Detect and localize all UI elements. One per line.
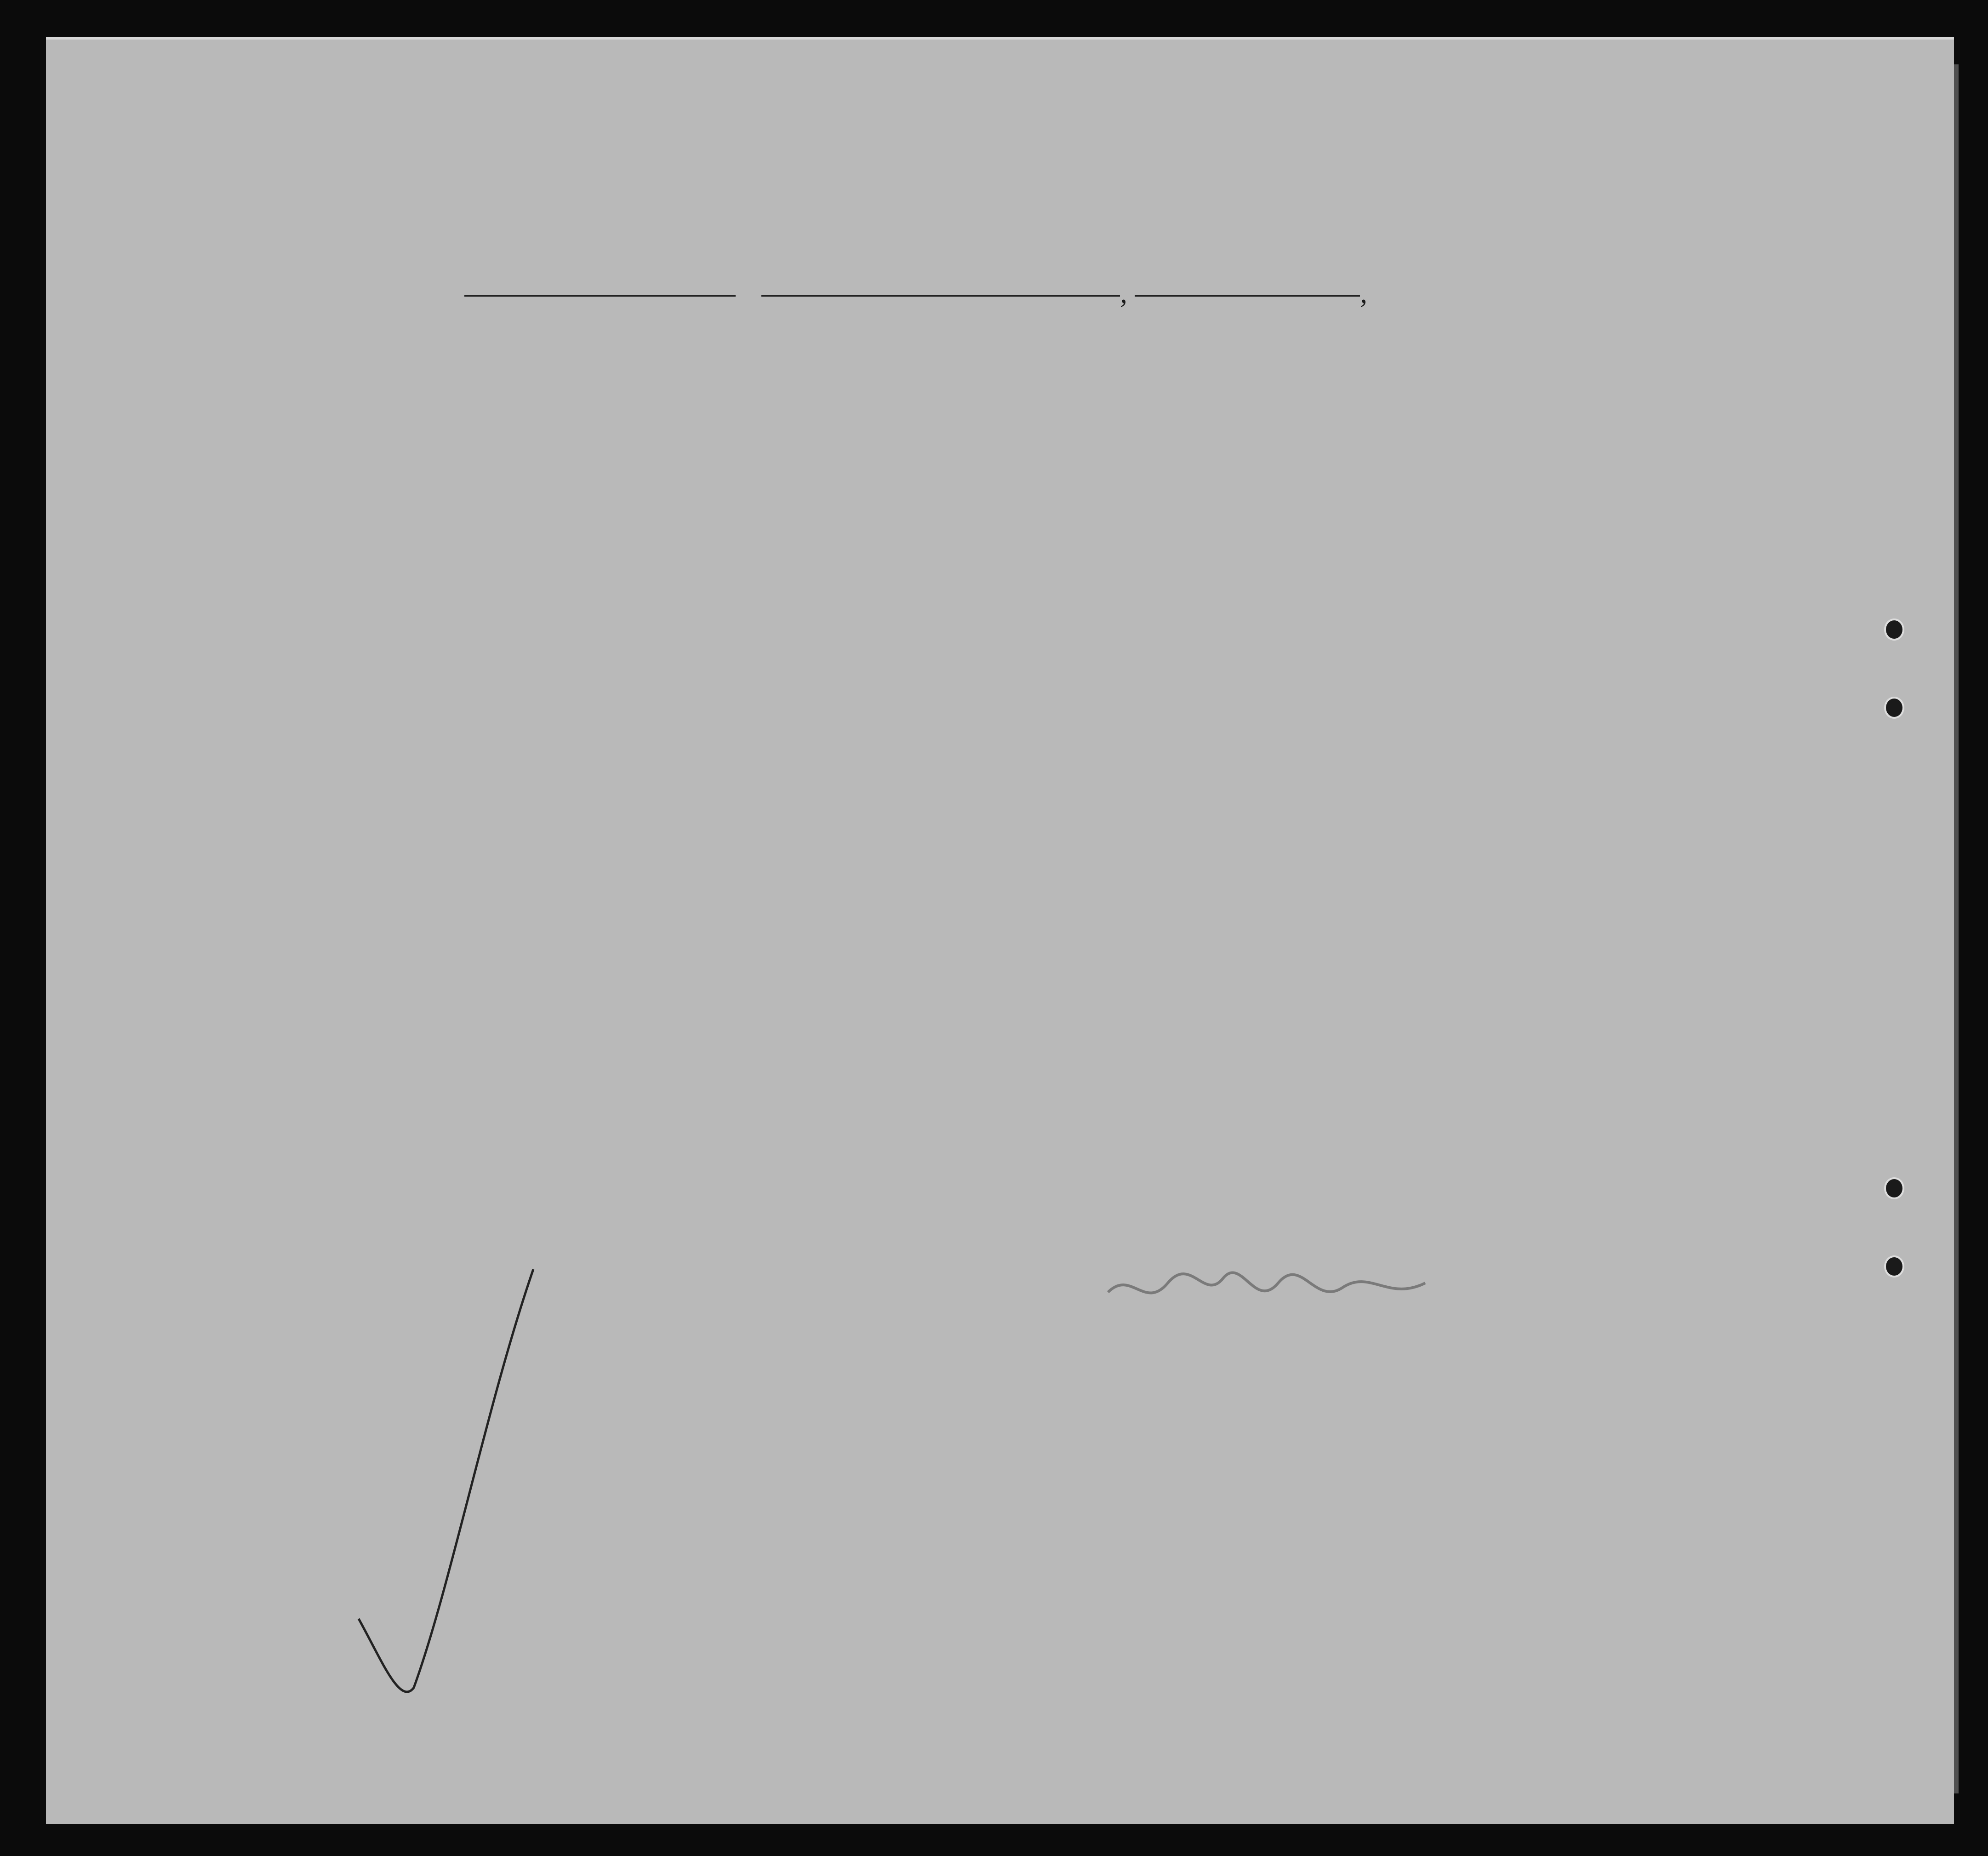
inspector-signature xyxy=(1103,1260,1434,1315)
binder-hole xyxy=(1884,1255,1904,1277)
cancel-stroke xyxy=(349,1265,543,1706)
ship-line: , , xyxy=(464,276,1367,310)
sailing-date xyxy=(1135,295,1360,297)
binder-hole xyxy=(1884,619,1904,641)
ship-name xyxy=(464,295,736,297)
departure-port xyxy=(761,295,1120,297)
binder-hole xyxy=(1884,697,1904,719)
binder-hole xyxy=(1884,1177,1904,1199)
